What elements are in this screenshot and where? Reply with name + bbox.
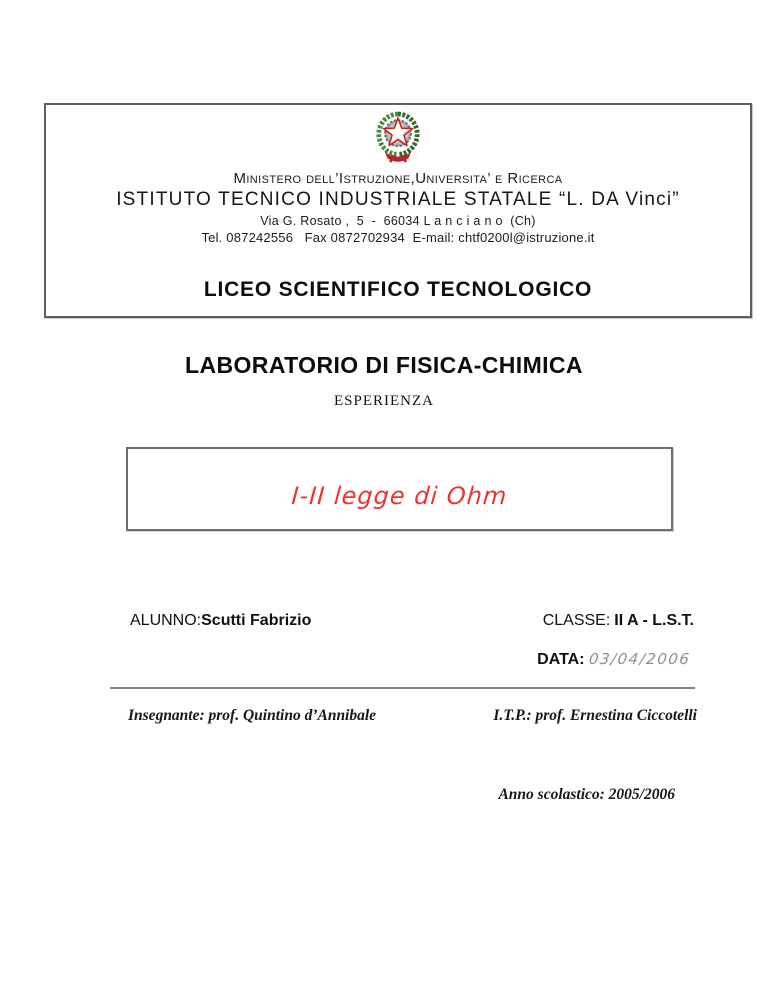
institute-name: ISTITUTO TECNICO INDUSTRIALE STATALE “L. DA Vinci” [116,189,680,210]
ministry-line: Ministero dell’Istruzione,Universita’ e Ricerca [233,170,563,187]
student-field [130,612,311,630]
student-label: ALUNNO: [130,612,202,629]
experience-label: ESPERIENZA [334,393,434,409]
institute-contacts: Tel. 087242556 Fax 0872702934 E-mail: chtf0200l@istruzione.it [201,230,595,245]
school-year: Anno scolastico: 2005/2006 [498,786,675,803]
horizontal-divider [110,687,695,689]
italy-republic-emblem-icon [374,108,422,168]
experience-title-box [126,447,673,531]
document-title: LABORATORIO DI FISICA-CHIMICA [185,352,583,378]
letterhead-box [44,103,752,318]
class-label: CLASSE: [542,612,611,629]
institute-address: Via G. Rosato , 5 - 66034 L a n c i a n o (Ch) [260,214,536,228]
class-field [543,612,694,630]
class-value: II A - L.S.T. [614,612,694,629]
itp-teacher-name: I.T.P.: prof. Ernestina Ciccotelli [493,707,697,724]
date-label: DATA: [537,651,585,668]
experience-title-handwritten: I-II legge di Ohm [290,482,508,510]
teacher-name: Insegnante: prof. Quintino d’Annibale [128,707,377,724]
date-field [537,650,690,669]
date-value-handwritten: 03/04/2006 [587,650,691,668]
student-name: Scutti Fabrizio [201,612,312,629]
school-type-title: LICEO SCIENTIFICO TECNOLOGICO [203,278,593,301]
